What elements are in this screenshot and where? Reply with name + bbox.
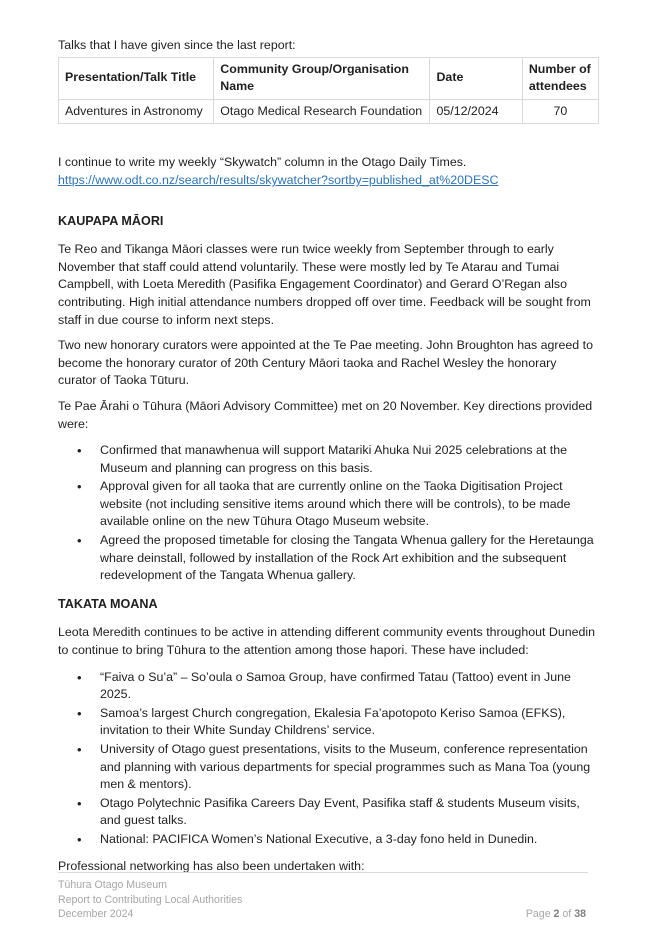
list-item: • Samoa’s largest Church congregation, Ekalesia Fa’apotopoto Keriso Samoa (EFKS), invitation to their White Sunday Childrens’ service. <box>77 705 566 738</box>
bullet-icon: • <box>77 443 82 459</box>
bullet-icon: • <box>77 831 82 847</box>
cell-title: Adventures in Astronomy <box>59 99 214 124</box>
header-group: Community Group/Organisation Name <box>214 57 430 99</box>
takata-paragraph-1: Leota Meredith continues to be active in attending different community events throughout Dunedin to continue to bring Tūhura to the attention among those hapori. These have included: <box>58 625 596 658</box>
list-item: • Confirmed that manawhenua will support Matariki Ahuka Nui 2025 celebrations at the Museum and planning can progress on this basis. <box>77 443 567 475</box>
takata-heading: TAKATA MOANA <box>58 596 158 611</box>
list-item: • Otago Polytechnic Pasifika Careers Day Event, Pasifika staff & students Museum visits, and guest talks. <box>77 795 580 828</box>
kaupapa-paragraph-2: Two new honorary curators were appointed at the Te Pae meeting. John Broughton has agreed to become the honorary curator of 20th Century Māori taoka and Rachel Wesley the honorary curator of Taoka Tūturu. <box>58 338 593 388</box>
bullet-icon: • <box>77 669 82 685</box>
bullet-icon: • <box>77 742 82 757</box>
list-item: • Agreed the proposed timetable for closing the Tangata Whenua gallery for the Heretaunga whare deinstall, followed by installation of the Rock Art exhibition and the subsequent redevelopment of the Tangata Whenua gallery. <box>77 533 594 583</box>
talks-table <box>58 57 599 125</box>
cell-date: 05/12/2024 <box>430 99 522 124</box>
bullet-icon: • <box>77 533 82 549</box>
page-footer <box>58 872 588 922</box>
list-item: • University of Otago guest presentations, visits to the Museum, conference representation and planning with various departments for special programmes such as Mana Toa (young men & mentors). <box>77 742 591 792</box>
takata-events-list <box>58 669 598 849</box>
cell-attendees: 70 <box>522 99 598 124</box>
list-item: • “Faiva o Su’a” – So’oula o Samoa Group, have confirmed Tatau (Tattoo) event in June 2025. <box>77 669 571 702</box>
document-page <box>58 37 598 875</box>
talks-intro: Talks that I have given since the last report: <box>58 38 296 52</box>
page-number: Page 2 of 38 <box>525 908 586 920</box>
cell-group: Otago Medical Research Foundation <box>214 99 430 124</box>
table-row <box>59 99 599 124</box>
header-attendees: Number of attendees <box>522 57 598 99</box>
bullet-icon: • <box>77 705 82 721</box>
header-title: Presentation/Talk Title <box>59 57 214 99</box>
kaupapa-paragraph-3: Te Pae Ārahi o Tūhura (Māori Advisory Committee) met on 20 November. Key directions provided were: <box>58 398 593 431</box>
bullet-icon: • <box>77 479 82 495</box>
kaupapa-paragraph-1: Te Reo and Tikanga Māori classes were run twice weekly from September through to early November that staff could attend voluntarily. These were mostly led by Te Atarau and Tumai Campbell, with Loeta Meredith (Pasifika Engagement Coordinator) and Gerard O’Regan also contributing. High initial attendance numbers dropped off over time. Feedback will be sought from staff in due course to inform next steps. <box>58 242 591 327</box>
footer-date: December 2024 <box>58 908 134 920</box>
skywatch-text: I continue to write my weekly “Skywatch” column in the Otago Daily Times. <box>58 155 467 170</box>
list-item: • Approval given for all taoka that are currently online on the Taoka Digitisation Project website (not including sensitive items around which there will be controls), to be made available online on the new Tūhura Otago Museum website. <box>77 479 571 529</box>
footer-report: Report to Contributing Local Authorities <box>58 893 243 906</box>
header-date: Date <box>430 57 522 99</box>
bullet-icon: • <box>77 795 82 811</box>
kaupapa-directions-list <box>58 442 598 585</box>
takata-closing: Professional networking has also been undertaken with: <box>58 858 365 873</box>
list-item: • National: PACIFICA Women’s National Executive, a 3-day fono held in Dunedin. <box>77 831 538 847</box>
kaupapa-heading: KAUPAPA MĀORI <box>58 213 164 228</box>
footer-org: Tūhura Otago Museum <box>58 879 167 891</box>
table-header-row <box>59 57 599 99</box>
skywatch-link[interactable]: https://www.odt.co.nz/search/results/skywatcher?sortby=published_at%20DESC <box>58 172 499 187</box>
